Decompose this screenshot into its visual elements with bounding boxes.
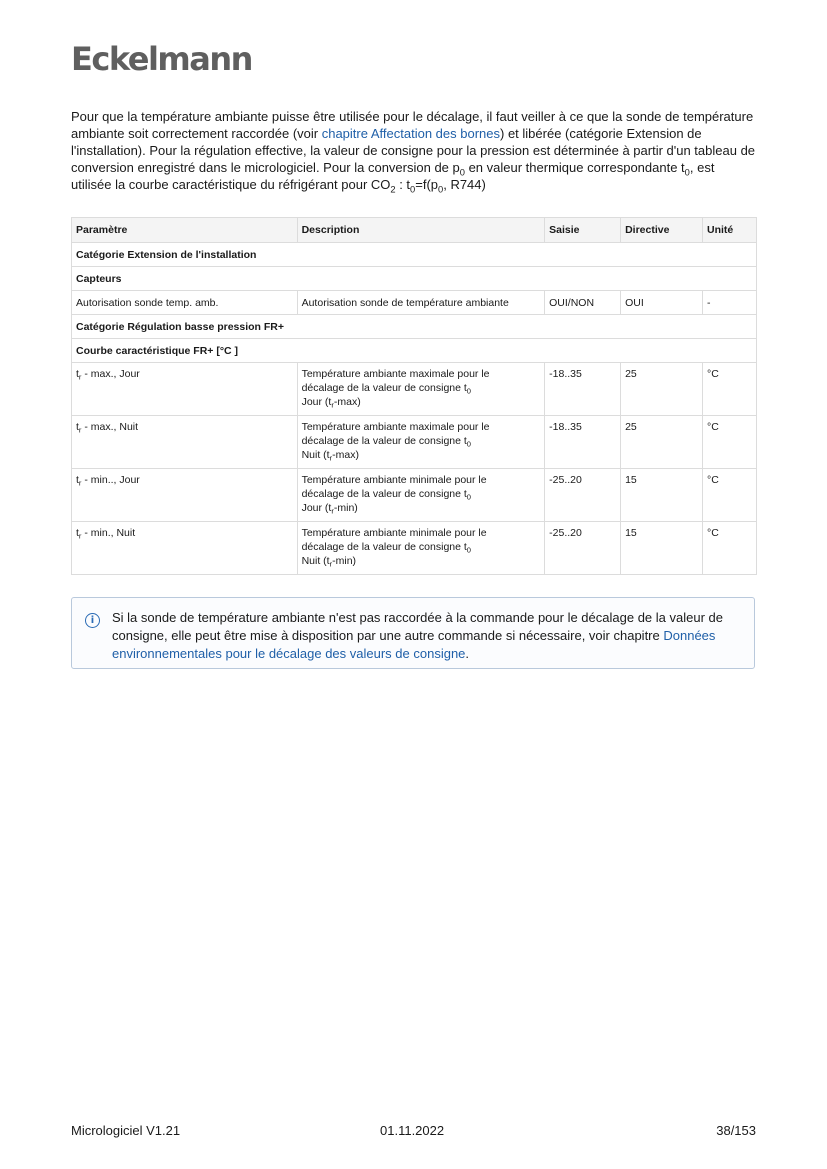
subscript: 0 bbox=[410, 184, 416, 195]
cell-directive: 15 bbox=[621, 522, 703, 575]
desc-line: -min) bbox=[332, 555, 357, 567]
subscript: 0 bbox=[459, 167, 465, 178]
subscript: 0 bbox=[466, 492, 471, 502]
symbol: t bbox=[76, 368, 79, 380]
cell-directive: 15 bbox=[621, 469, 703, 522]
desc-line: Température ambiante maximale pour le bbox=[301, 421, 490, 433]
info-text bbox=[112, 609, 742, 663]
cell-desc: Autorisation sonde de température ambiante bbox=[297, 291, 545, 315]
cell-saisie: -25..20 bbox=[545, 469, 621, 522]
cell-saisie: -25..20 bbox=[545, 522, 621, 575]
param-text: - max., Nuit bbox=[81, 421, 139, 433]
desc-line: décalage de la valeur de consigne t bbox=[301, 541, 467, 553]
table-header-row bbox=[72, 218, 757, 243]
category-row bbox=[72, 315, 757, 339]
desc-line: Nuit (t bbox=[301, 555, 330, 567]
subscript: 0 bbox=[438, 184, 444, 195]
cell-param bbox=[72, 363, 298, 416]
cell-directive: 25 bbox=[621, 416, 703, 469]
cell-unite: °C bbox=[703, 416, 757, 469]
desc-line: Jour (t bbox=[301, 396, 332, 408]
subscript: 0 bbox=[466, 386, 471, 396]
link-affectation-bornes[interactable]: chapitre Affectation des bornes bbox=[321, 126, 500, 141]
col-header-parametre: Paramètre bbox=[72, 218, 298, 243]
desc-line: décalage de la valeur de consigne t bbox=[301, 382, 467, 394]
subscript: 0 bbox=[684, 167, 690, 178]
cell-param bbox=[72, 469, 298, 522]
cell-saisie: -18..35 bbox=[545, 363, 621, 416]
intro-text-1: Pour que la température ambiante puisse être utilisée pour le décalage, il faut veiller à ce que la sonde de température ambiante soit correctement raccordée (voir bbox=[71, 109, 754, 141]
subscript: r bbox=[78, 531, 82, 541]
param-text: - max., Jour bbox=[81, 368, 140, 380]
table-row bbox=[72, 363, 757, 416]
parameter-table bbox=[71, 217, 757, 575]
subscript: 0 bbox=[466, 439, 471, 449]
table-row bbox=[72, 291, 757, 315]
table-row bbox=[72, 469, 757, 522]
intro-text-3: en valeur thermique correspondante t bbox=[464, 160, 685, 175]
cell-directive: OUI bbox=[621, 291, 703, 315]
link-donnees-environnementales[interactable]: Données environnementales pour le décalage des valeurs de consigne bbox=[112, 628, 716, 661]
cell-unite: - bbox=[703, 291, 757, 315]
col-header-description: Description bbox=[297, 218, 545, 243]
subscript: r bbox=[78, 372, 82, 382]
desc-line: Température ambiante minimale pour le bbox=[301, 474, 487, 486]
category-regulation: Catégorie Régulation basse pression FR+ bbox=[72, 315, 757, 339]
desc-line: décalage de la valeur de consigne t bbox=[301, 488, 467, 500]
subscript: r bbox=[331, 506, 334, 516]
cell-param bbox=[72, 522, 298, 575]
cell-desc bbox=[297, 363, 545, 416]
param-text: - min.., Jour bbox=[81, 474, 140, 486]
subscript: r bbox=[331, 400, 334, 410]
cell-saisie: OUI/NON bbox=[545, 291, 621, 315]
footer-page-number: 38/153 bbox=[716, 1123, 756, 1138]
table-row bbox=[72, 416, 757, 469]
category-row bbox=[72, 243, 757, 267]
intro-text-5: : t bbox=[395, 177, 411, 192]
col-header-unite: Unité bbox=[703, 218, 757, 243]
eckelmann-logo: Eckelmann bbox=[71, 40, 252, 78]
desc-line: Température ambiante minimale pour le bbox=[301, 527, 487, 539]
category-row bbox=[72, 267, 757, 291]
intro-text-7: , R744) bbox=[443, 177, 486, 192]
subscript: r bbox=[329, 453, 333, 463]
desc-line: Nuit (t bbox=[301, 449, 330, 461]
cell-saisie: -18..35 bbox=[545, 416, 621, 469]
info-box bbox=[71, 597, 755, 669]
cell-unite: °C bbox=[703, 522, 757, 575]
cell-unite: °C bbox=[703, 469, 757, 522]
desc-line: -max) bbox=[332, 449, 359, 461]
intro-text-6: =f(p bbox=[415, 177, 439, 192]
desc-line: Température ambiante maximale pour le bbox=[301, 368, 490, 380]
subscript: 0 bbox=[466, 545, 471, 555]
symbol: t bbox=[76, 421, 79, 433]
subcategory-courbe: Courbe caractéristique FR+ [°C ] bbox=[72, 339, 757, 363]
intro-paragraph bbox=[71, 108, 757, 193]
desc-line: -min) bbox=[333, 502, 358, 514]
cell-param: Autorisation sonde temp. amb. bbox=[72, 291, 298, 315]
subscript: 2 bbox=[390, 184, 396, 195]
cell-param bbox=[72, 416, 298, 469]
subscript: r bbox=[78, 478, 82, 488]
info-icon: i bbox=[85, 613, 100, 628]
col-header-saisie: Saisie bbox=[545, 218, 621, 243]
cell-desc bbox=[297, 522, 545, 575]
col-header-directive: Directive bbox=[621, 218, 703, 243]
subscript: r bbox=[329, 559, 333, 569]
symbol: t bbox=[76, 474, 79, 486]
intro-text-2: ) et libérée (catégorie Extension de l'installation). Pour la régulation effective, la valeur de consigne pour la pression est déterminée à partir d'un tableau de conversion enregistré dans le micrologiciel. Pour la conversion de p bbox=[71, 126, 756, 175]
table-row bbox=[72, 522, 757, 575]
subcategory-capteurs: Capteurs bbox=[72, 267, 757, 291]
category-row bbox=[72, 339, 757, 363]
footer-date: 01.11.2022 bbox=[380, 1123, 445, 1138]
info-text-body: Si la sonde de température ambiante n'est pas raccordée à la commande pour le décalage de la valeur de consigne, elle peut être mise à disposition par une autre commande si nécessaire, voir chapitre bbox=[112, 610, 723, 643]
cell-directive: 25 bbox=[621, 363, 703, 416]
symbol: t bbox=[76, 527, 79, 539]
cell-desc bbox=[297, 469, 545, 522]
cell-desc bbox=[297, 416, 545, 469]
footer-firmware: Micrologiciel V1.21 bbox=[71, 1123, 181, 1138]
category-extension: Catégorie Extension de l'installation bbox=[72, 243, 757, 267]
subscript: r bbox=[78, 425, 82, 435]
desc-line: Jour (t bbox=[301, 502, 332, 514]
cell-unite: °C bbox=[703, 363, 757, 416]
desc-line: -max) bbox=[333, 396, 361, 408]
intro-text-4: , est utilisée la courbe caractéristique du réfrigérant pour CO bbox=[71, 160, 715, 192]
info-text-end: . bbox=[465, 646, 470, 661]
desc-line: décalage de la valeur de consigne t bbox=[301, 435, 467, 447]
param-text: - min., Nuit bbox=[81, 527, 136, 539]
